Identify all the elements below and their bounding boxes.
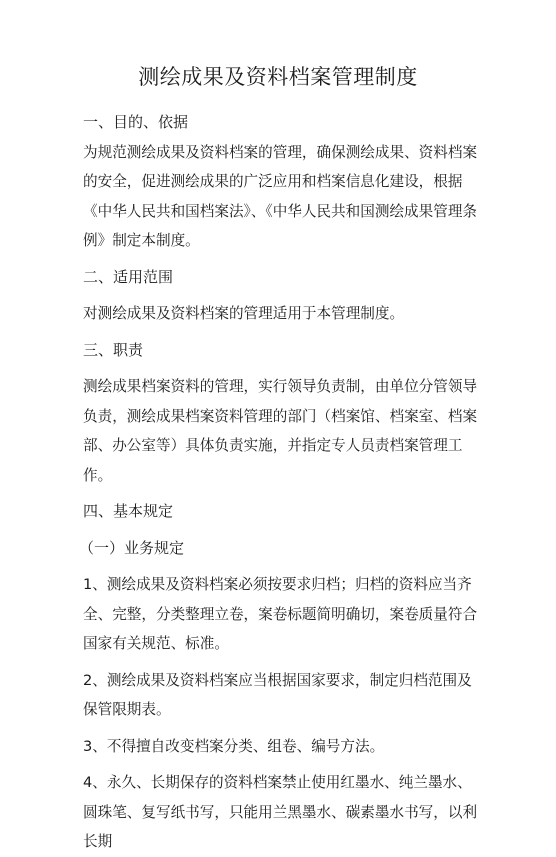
paragraph-duties: 测绘成果档案资料的管理，实行领导负责制，由单位分管领导负责，测绘成果档案资料管理的部门（档案馆、档案室、档案部、办公室等）具体负责实施，并指定专人员责档案管理工作。 — [83, 378, 478, 484]
section-heading-scope: 二、适用范围 — [83, 267, 174, 286]
section-heading-rules: 四、基本规定 — [83, 502, 174, 520]
rule-item-4: 4、永久、长期保存的资料档案禁止使用红墨水、纯兰墨水、圆珠笔、复写纸书写，只能用兰黑墨水、碳素墨水书写，以利长期 — [83, 774, 478, 850]
document-title: 测绘成果及资料档案管理制度 — [138, 65, 418, 89]
paragraph-scope: 对测绘成果及资料档案的管理适用于本管理制度。 — [83, 305, 405, 322]
rule-item-3: 3、不得擅自改变档案分类、组卷、编号方法。 — [83, 737, 385, 755]
document-body — [79, 108, 479, 857]
rule-item-2: 2、测绘成果及资料档案应当根据国家要求，制定归档范围及保管限期表。 — [83, 671, 472, 718]
subsection-heading-business: （一）业务规定 — [79, 538, 185, 557]
section-heading-purpose: 一、目的、依据 — [83, 113, 189, 131]
section-heading-duties: 三、职责 — [83, 340, 144, 359]
paragraph-purpose: 为规范测绘成果及资料档案的管理，确保测绘成果、资料档案的安全，促进测绘成果的广泛应用和档案信息化建设，根据《中华人民共和国档案法》、《中华人民共和国测绘成果管理条例》制定本制度。 — [83, 143, 478, 249]
rule-item-1: 1、测绘成果及资料档案必须按要求归档；归档的资料应当齐全、完整，分类整理立卷，案卷标题简明确切，案卷质量符合国家有关规范、标准。 — [83, 576, 478, 652]
